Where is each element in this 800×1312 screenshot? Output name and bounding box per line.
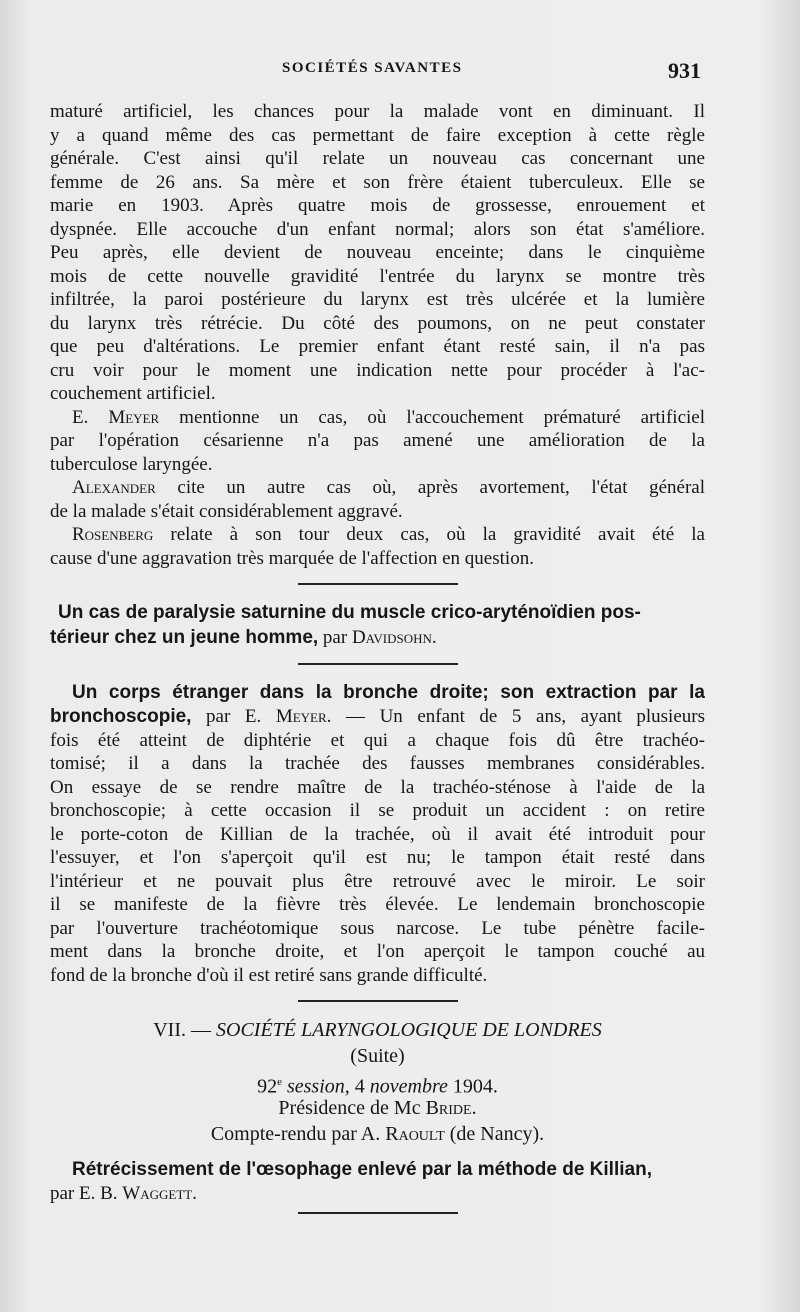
- session-year: 1904.: [447, 1075, 498, 1098]
- presidence-text: Présidence de Mc: [278, 1097, 426, 1119]
- text-line: l'essuyer, et l'on s'aperçoit qu'il est nu; le tampon était resté dans: [50, 847, 705, 868]
- section-number: VII. —: [153, 1019, 216, 1041]
- text-fragment: mentionne un cas, où l'accouchement prématuré artificiel: [159, 406, 705, 428]
- text-line: couchement artificiel.: [50, 383, 216, 404]
- session-superscript: e: [277, 1076, 282, 1088]
- text-line: mois de cette nouvelle gravidité l'entrée du larynx se montre très: [50, 265, 705, 287]
- session-month: novembre: [369, 1075, 448, 1098]
- compte-suffix: (de Nancy).: [444, 1123, 545, 1145]
- section-suite: (Suite): [350, 1045, 405, 1067]
- section-heading: [50, 1017, 705, 1043]
- text-line: Peu après, elle devient de nouveau enceinte; dans le cinquième: [50, 242, 705, 263]
- paragraph-rosenberg: [50, 523, 705, 570]
- running-head: SOCIÉTÉS SAVANTES: [282, 60, 463, 76]
- section-title: SOCIÉTÉ LARYNGOLOGIQUE DE LONDRES: [216, 1019, 602, 1041]
- text-line: infiltrée, la paroi postérieure du larynx est très ulcérée et la lumière: [50, 289, 705, 310]
- page-header: [0, 58, 800, 88]
- text-line: On essaye de se rendre maître de la trachéo-sténose à l'aide de la: [50, 776, 705, 798]
- author-name: Meyer.: [275, 706, 332, 727]
- compte-rendu-line: [50, 1121, 705, 1147]
- article-waggett: [50, 1157, 705, 1206]
- byline-text: par: [318, 627, 352, 648]
- section-divider: [298, 1000, 458, 1002]
- text-line: [50, 406, 705, 430]
- text-line: du larynx très rétrécie. Du côté des poumons, on ne peut constater: [50, 312, 705, 334]
- text-line: tuberculose laryngée.: [50, 453, 213, 475]
- reporter-name: Raoult: [385, 1123, 445, 1145]
- session-word: session,: [281, 1075, 350, 1098]
- text-line: le porte-coton de Killian de la trachée, où il avait été introduit pour: [50, 823, 705, 845]
- author-name: E. Meyer: [72, 406, 160, 428]
- page-number: 931: [668, 58, 701, 83]
- author-name: Rosenberg: [72, 524, 154, 545]
- article-title-continued: [50, 625, 705, 650]
- text-line: bronchoscopie; à cette occasion il se produit un accident : on retire: [50, 800, 705, 821]
- section-divider: [298, 663, 458, 665]
- article-title: Rétrécissement de l'œsophage enlevé par la méthode de Killian,: [72, 1159, 652, 1180]
- session-line: [50, 1069, 705, 1098]
- text-line: [50, 523, 705, 547]
- text-line: par l'ouverture trachéotomique sous narcose. Le tube pénètre facile-: [50, 917, 705, 939]
- text-line: tomisé; il a dans la trachée des fausses membranes considérables.: [50, 753, 705, 774]
- page-body: [50, 100, 705, 1229]
- article-title: Un cas de paralysie saturnine du muscle crico-aryténoïdien pos-: [58, 602, 641, 623]
- session-number: 92: [257, 1075, 278, 1098]
- article-meyer-bronchoscopy: [50, 680, 705, 987]
- presidence-line: [50, 1095, 705, 1121]
- text-line: [50, 1182, 705, 1206]
- section-heading-block: [50, 1017, 705, 1147]
- president-name: Bride.: [425, 1097, 477, 1119]
- text-line: marie en 1903. Après quatre mois de grossesse, enrouement et: [50, 195, 705, 216]
- author-name: Alexander: [72, 477, 156, 498]
- text-line: y a quand même des cas permettant de faire exception à cette règle: [50, 124, 705, 146]
- text-fragment: — Un enfant de 5 ans, ayant plusieurs: [331, 706, 705, 727]
- author-name: Waggett.: [122, 1183, 197, 1204]
- text-line: [50, 476, 705, 500]
- text-line: dyspnée. Elle accouche d'un enfant normal; alors son état s'améliore.: [50, 218, 705, 240]
- text-line: cru voir pour le moment une indication nette pour procéder à l'ac-: [50, 359, 705, 381]
- text-line: cause d'une aggravation très marquée de l'affection en question.: [50, 547, 534, 569]
- spacer: [50, 1147, 705, 1157]
- text-fragment: cite un autre cas où, après avortement, l'état général: [155, 477, 705, 498]
- text-line: l'intérieur et ne pouvait plus être retrouvé avec le miroir. Le soir: [50, 870, 705, 892]
- section-divider: [298, 1212, 458, 1214]
- session-day: 4: [349, 1075, 370, 1098]
- paragraph-meyer: [50, 406, 705, 477]
- text-line: générale. C'est ainsi qu'il relate un nouveau cas concernant une: [50, 148, 705, 169]
- text-fragment: relate à son tour deux cas, où la gravidité avait été la: [153, 524, 705, 545]
- paragraph-alexander: [50, 476, 705, 523]
- compte-text: Compte-rendu par A.: [210, 1123, 386, 1145]
- paragraph-continued: [50, 100, 705, 406]
- text-line: par l'opération césarienne n'a pas amené une amélioration de la: [50, 430, 705, 451]
- title-fragment: bronchoscopie,: [50, 706, 192, 727]
- text-line: que peu d'altérations. Le premier enfant étant resté sain, il n'a pas: [50, 336, 705, 357]
- text-line: il se manifeste de la fièvre très élevée. Le lendemain bronchoscopie: [50, 894, 705, 915]
- title-fragment: térieur chez un jeune homme,: [50, 627, 319, 648]
- text-line: femme de 26 ans. Sa mère et son frère étaient tuberculeux. Elle se: [50, 171, 705, 193]
- text-line: fond de la bronche d'où il est retiré sans grande difficulté.: [50, 964, 488, 986]
- text-line: [50, 705, 705, 729]
- text-line: ment dans la bronche droite, et l'on aperçoit le tampon couché au: [50, 941, 705, 962]
- text-line: de la malade s'était considérablement aggravé.: [50, 500, 403, 522]
- byline-text: par E. B.: [50, 1183, 123, 1204]
- section-divider: [298, 583, 458, 585]
- byline-text: par E.: [191, 706, 276, 727]
- article-davidsohn: [50, 600, 705, 650]
- text-line: maturé artificiel, les chances pour la malade vont en diminuant. Il: [50, 101, 705, 122]
- article-title: Un corps étranger dans la bronche droite; son extraction par la: [72, 682, 705, 703]
- text-line: fois été atteint de diphtérie et qui a chaque fois dû être trachéo-: [50, 729, 705, 751]
- author-name: Davidsohn.: [351, 627, 437, 648]
